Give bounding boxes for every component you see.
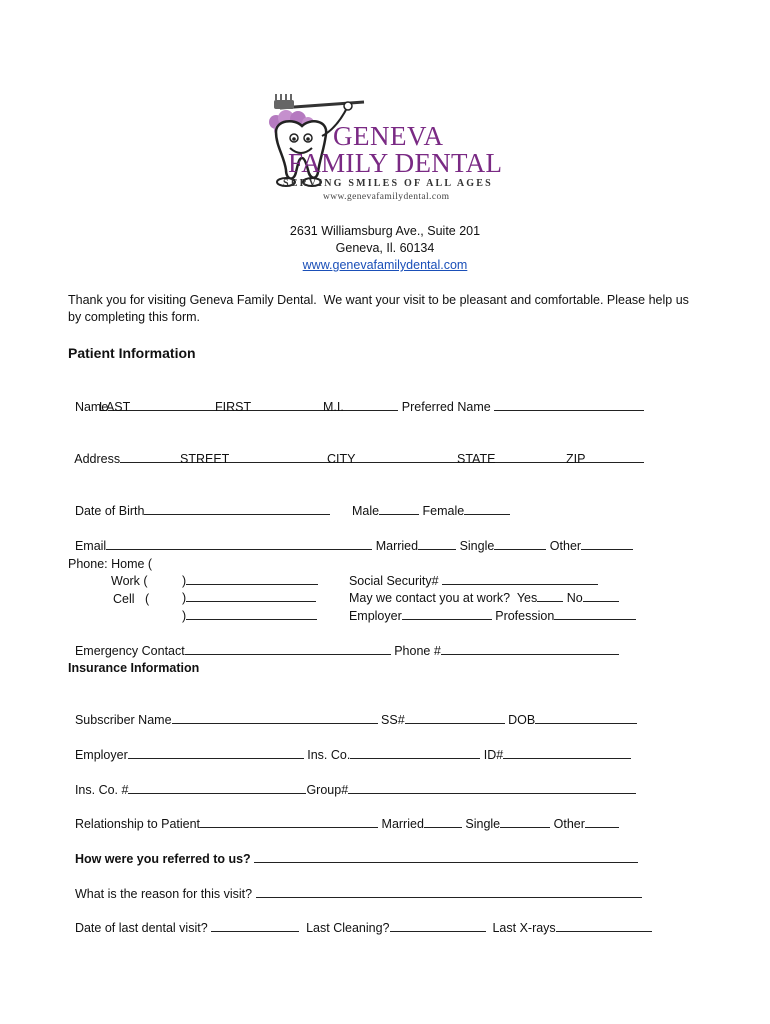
address-sub-street: STREET	[180, 452, 230, 466]
paren-close: )	[181, 591, 187, 605]
relationship-label: Relationship to Patient	[74, 817, 201, 831]
name-field[interactable]	[108, 398, 398, 411]
last-xrays-label: Last X-rays	[492, 921, 556, 935]
referred-label: How were you referred to us?	[74, 852, 251, 866]
emergency-row	[68, 626, 619, 659]
logo-name-line1: GENEVA	[333, 121, 444, 151]
phone-work-label: Work (	[111, 574, 148, 588]
intro-line2: by completing this form.	[68, 310, 200, 324]
referred-field[interactable]	[254, 850, 638, 863]
last-visit-field[interactable]	[211, 919, 299, 932]
insco-num-field[interactable]	[128, 781, 306, 794]
married-label: Married	[375, 539, 419, 553]
ss-label: SS#	[381, 713, 405, 727]
other-label: Other	[549, 539, 582, 553]
email-label: Email	[74, 539, 107, 553]
address-sub-city: CITY	[327, 452, 356, 466]
emergency-field[interactable]	[185, 642, 391, 655]
insurance-employer-row	[68, 730, 631, 763]
address-row	[68, 434, 644, 467]
employer-field[interactable]	[402, 607, 492, 620]
last-visit-row	[68, 903, 652, 936]
address-sub-zip: ZIP	[566, 452, 586, 466]
employer-row	[342, 591, 636, 624]
single-label: Single	[459, 539, 495, 553]
contact-work-label: May we contact you at work? Yes	[348, 591, 538, 605]
married-field[interactable]	[418, 537, 456, 550]
reason-row	[68, 869, 642, 902]
insurance-employer-label: Employer	[74, 748, 128, 762]
subscriber-field[interactable]	[172, 711, 378, 724]
gender-row	[345, 486, 510, 519]
dob-label: Date of Birth	[74, 504, 145, 518]
preferred-name-label: Preferred Name	[401, 400, 491, 414]
ss-field[interactable]	[405, 711, 505, 724]
id-field[interactable]	[503, 746, 631, 759]
profession-label: Profession	[495, 609, 555, 623]
emergency-phone-field[interactable]	[441, 642, 619, 655]
insurance-other-field[interactable]	[585, 815, 619, 828]
logo-tagline: SERVING SMILES OF ALL AGES	[283, 178, 493, 189]
insurance-other-label: Other	[553, 817, 585, 831]
insurance-dob-label: DOB	[508, 713, 536, 727]
email-field[interactable]	[106, 537, 372, 550]
insurance-info-heading: Insurance Information	[68, 661, 200, 675]
male-label: Male	[351, 504, 380, 518]
address-city: Geneva, Il. 60134	[335, 241, 435, 255]
name-sub-mi: M.I.	[323, 400, 344, 414]
group-label: Group#	[306, 783, 349, 797]
name-sub-first: FIRST	[215, 400, 252, 414]
paren-close: )	[181, 609, 187, 623]
female-field[interactable]	[464, 502, 510, 515]
insurance-married-field[interactable]	[424, 815, 462, 828]
phone-cell-field[interactable]	[186, 607, 317, 620]
other-field[interactable]	[581, 537, 633, 550]
name-label: Name	[74, 400, 109, 414]
address-label: Address	[74, 452, 121, 466]
ssn-label: Social Security#	[348, 574, 439, 588]
id-label: ID#	[483, 748, 504, 762]
address-website-row	[0, 257, 770, 274]
reason-field[interactable]	[256, 885, 642, 898]
insco-field[interactable]	[350, 746, 480, 759]
relationship-row	[68, 799, 619, 832]
female-label: Female	[422, 504, 465, 518]
single-field[interactable]	[494, 537, 546, 550]
male-field[interactable]	[379, 502, 419, 515]
paren-close: )	[181, 574, 187, 588]
profession-field[interactable]	[554, 607, 636, 620]
subscriber-row	[68, 695, 637, 728]
patient-info-heading: Patient Information	[68, 345, 196, 361]
logo-name-line2: FAMILY DENTAL	[288, 148, 503, 178]
phone-cell-label: Cell (	[113, 592, 150, 606]
last-cleaning-field[interactable]	[390, 919, 486, 932]
emergency-phone-label: Phone #	[394, 644, 441, 658]
insurance-single-field[interactable]	[500, 815, 550, 828]
insurance-married-label: Married	[381, 817, 424, 831]
address-sub-state: STATE	[457, 452, 496, 466]
website-link[interactable]: www.genevafamilydental.com	[302, 258, 468, 272]
dob-row	[68, 486, 330, 519]
no-label: No	[566, 591, 583, 605]
relationship-field[interactable]	[200, 815, 378, 828]
insco-num-label: Ins. Co. #	[74, 783, 129, 797]
insco-label: Ins. Co.	[307, 748, 351, 762]
phone-cell-row	[175, 591, 317, 624]
name-sub-last: LAST	[99, 400, 131, 414]
group-field[interactable]	[348, 781, 636, 794]
subscriber-label: Subscriber Name	[74, 713, 172, 727]
insurance-dob-field[interactable]	[535, 711, 637, 724]
email-row	[68, 521, 633, 554]
insurance-employer-field[interactable]	[128, 746, 304, 759]
referred-row	[68, 834, 638, 867]
phone-home-label: Phone: Home (	[68, 557, 153, 571]
address-street: 2631 Williamsburg Ave., Suite 201	[289, 224, 481, 238]
insco-num-row	[68, 765, 636, 798]
emergency-label: Emergency Contact	[74, 644, 185, 658]
last-xrays-field[interactable]	[556, 919, 652, 932]
intro-line1: Thank you for visiting Geneva Family Dental. We want your visit to be pleasant and comfortable. Please help us	[68, 293, 689, 307]
name-row	[68, 382, 644, 415]
employer-label: Employer	[348, 609, 402, 623]
preferred-name-field[interactable]	[494, 398, 644, 411]
reason-label: What is the reason for this visit?	[74, 887, 253, 901]
last-visit-label: Date of last dental visit?	[74, 921, 208, 935]
logo-website: www.genevafamilydental.com	[323, 192, 450, 202]
last-cleaning-label: Last Cleaning?	[306, 921, 390, 935]
insurance-single-label: Single	[465, 817, 501, 831]
dob-field[interactable]	[144, 502, 330, 515]
